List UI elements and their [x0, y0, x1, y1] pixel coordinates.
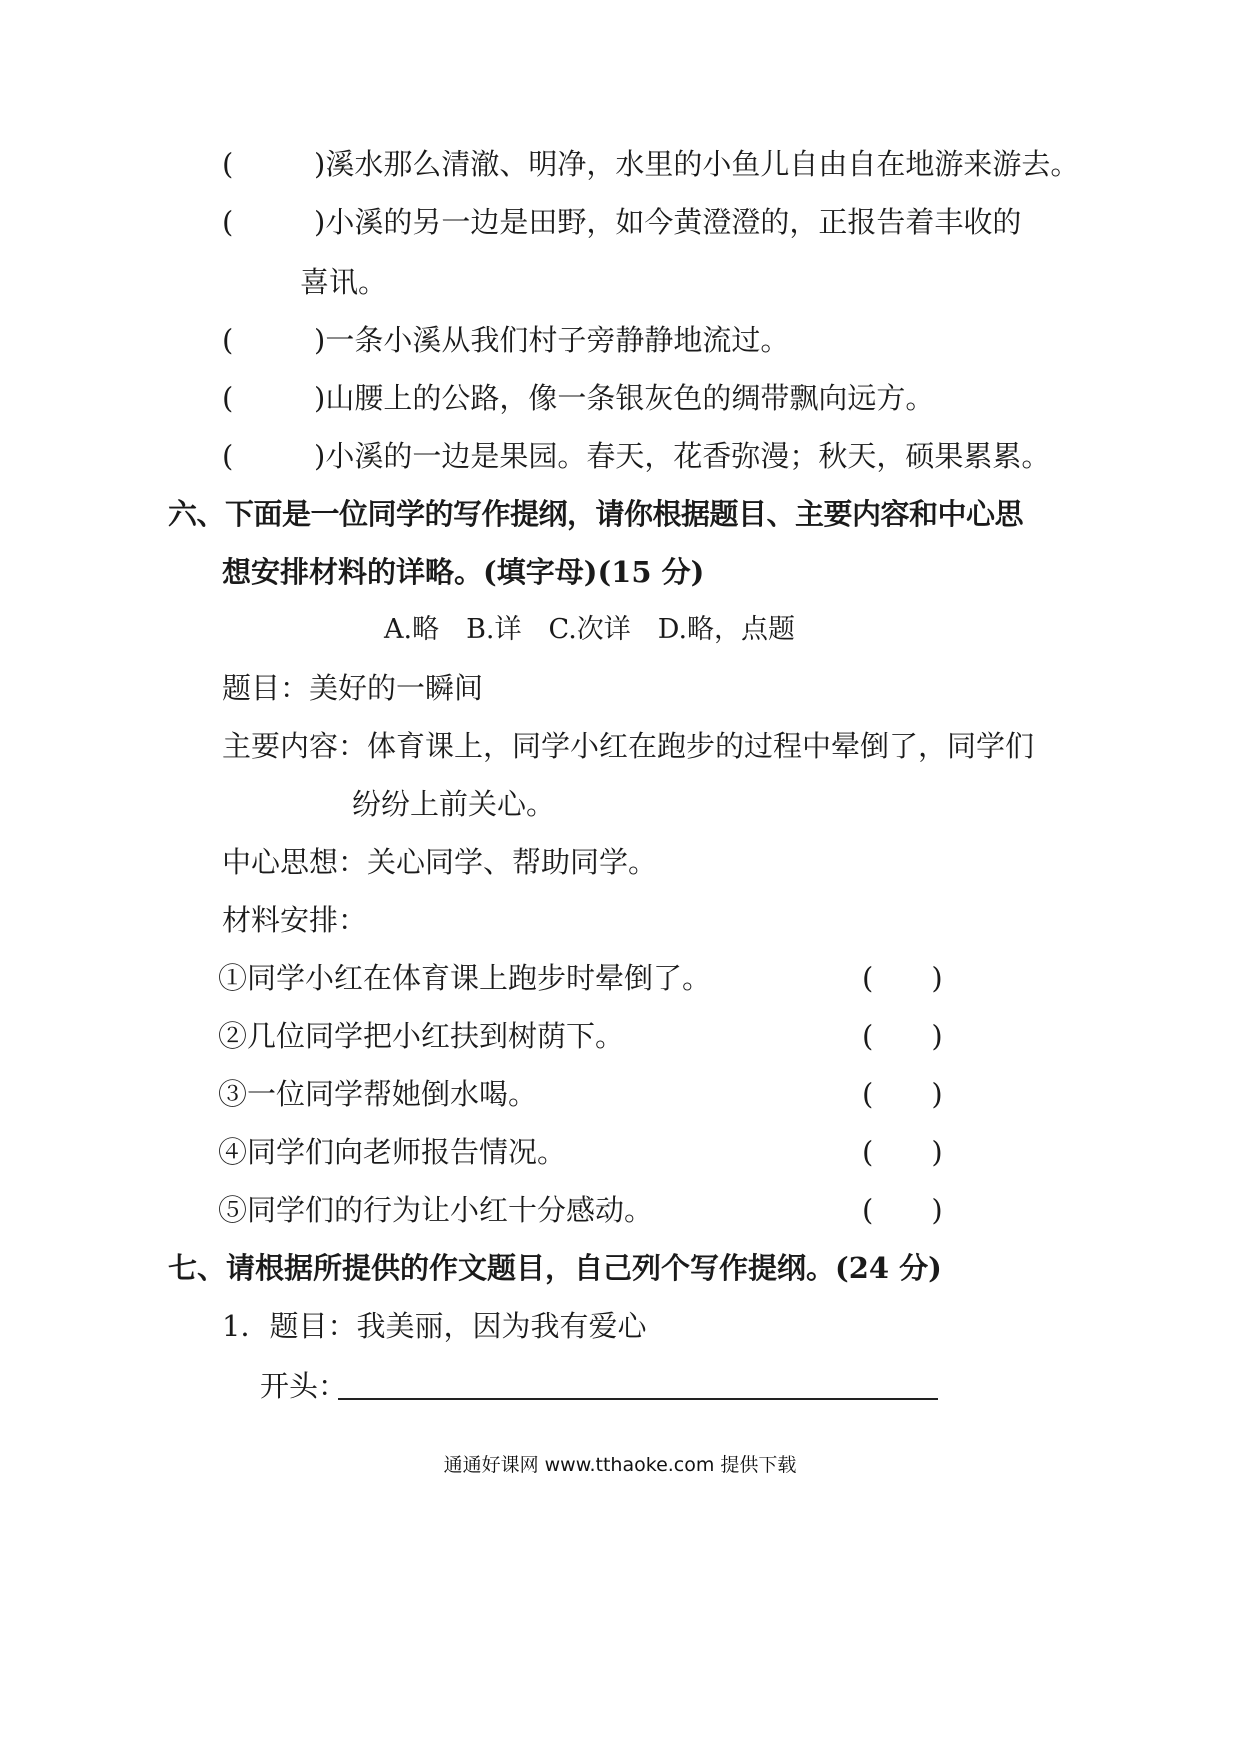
- s7-opening-blank[interactable]: [338, 1398, 938, 1400]
- s6-material-5-answer[interactable]: ( ): [862, 1193, 943, 1227]
- s6-content-line1: 主要内容：体育课上，同学小红在跑步的过程中晕倒了，同学们: [222, 729, 1035, 763]
- s6-theme-line: 中心思想：关心同学、帮助同学。: [222, 845, 658, 879]
- page-footer: 通通好课网 www.tthaoke.com 提供下载: [443, 1454, 797, 1476]
- s6-heading-line2: 想安排材料的详略。(填字母)(15 分): [222, 555, 705, 589]
- s5-item-2-close: ): [314, 205, 326, 239]
- s7-q1: 1．题目：我美丽，因为我有爱心: [222, 1309, 647, 1343]
- s5-item-5: [222, 436, 1050, 476]
- s6-material-3: ③一位同学帮她倒水喝。: [218, 1077, 538, 1111]
- s6-material-5: ⑤同学们的行为让小红十分感动。: [218, 1193, 654, 1227]
- s6-material-2-answer[interactable]: ( ): [862, 1019, 943, 1053]
- s5-item-5-open: (: [222, 439, 234, 473]
- s5-item-1-close: ): [314, 147, 326, 181]
- s7-opening-label: 开头：: [260, 1369, 348, 1403]
- s6-material-2: ②几位同学把小红扶到树荫下。: [218, 1019, 625, 1053]
- s5-item-5-close: ): [314, 439, 326, 473]
- s6-title-line: 题目：美好的一瞬间: [222, 671, 484, 705]
- s5-item-2-text: 小溪的另一边是田野，如今黄澄澄的，正报告着丰收的: [325, 205, 1022, 239]
- s5-item-3-text: 一条小溪从我们村子旁静静地流过。: [325, 323, 790, 357]
- s5-item-4-close: ): [314, 381, 326, 415]
- s5-item-1-text: 溪水那么清澈、明净，水里的小鱼儿自由自在地游来游去。: [325, 147, 1080, 181]
- s6-content-line2: 纷纷上前关心。: [352, 787, 556, 821]
- s6-heading-line1: 六、下面是一位同学的写作提纲，请你根据题目、主要内容和中心思: [168, 497, 1024, 531]
- s6-material-3-answer[interactable]: ( ): [862, 1077, 943, 1111]
- s5-item-4: [222, 378, 934, 418]
- s5-item-2-continuation: 喜讯。: [300, 265, 388, 299]
- s5-item-3: [222, 320, 789, 360]
- s5-item-1: [222, 144, 1079, 184]
- s5-item-5-text: 小溪的一边是果园。春天，花香弥漫；秋天，硕果累累。: [325, 439, 1051, 473]
- s6-options: A.略 B.详 C.次详 D.略，点题: [384, 614, 796, 645]
- s6-arrangement-label: 材料安排：: [222, 903, 368, 937]
- s5-item-2: [222, 202, 1021, 242]
- s5-item-2-open: (: [222, 205, 234, 239]
- s5-item-4-open: (: [222, 381, 234, 415]
- s5-item-4-text: 山腰上的公路，像一条银灰色的绸带飘向远方。: [325, 381, 935, 415]
- s6-material-4-answer[interactable]: ( ): [862, 1135, 943, 1169]
- s5-item-3-close: ): [314, 323, 326, 357]
- s5-item-1-open: (: [222, 147, 234, 181]
- s5-item-3-open: (: [222, 323, 234, 357]
- s6-material-1: ①同学小红在体育课上跑步时晕倒了。: [218, 961, 712, 995]
- s6-material-1-answer[interactable]: ( ): [862, 961, 943, 995]
- s7-heading: 七、请根据所提供的作文题目，自己列个写作提纲。(24 分): [168, 1251, 942, 1285]
- s6-material-4: ④同学们向老师报告情况。: [218, 1135, 567, 1169]
